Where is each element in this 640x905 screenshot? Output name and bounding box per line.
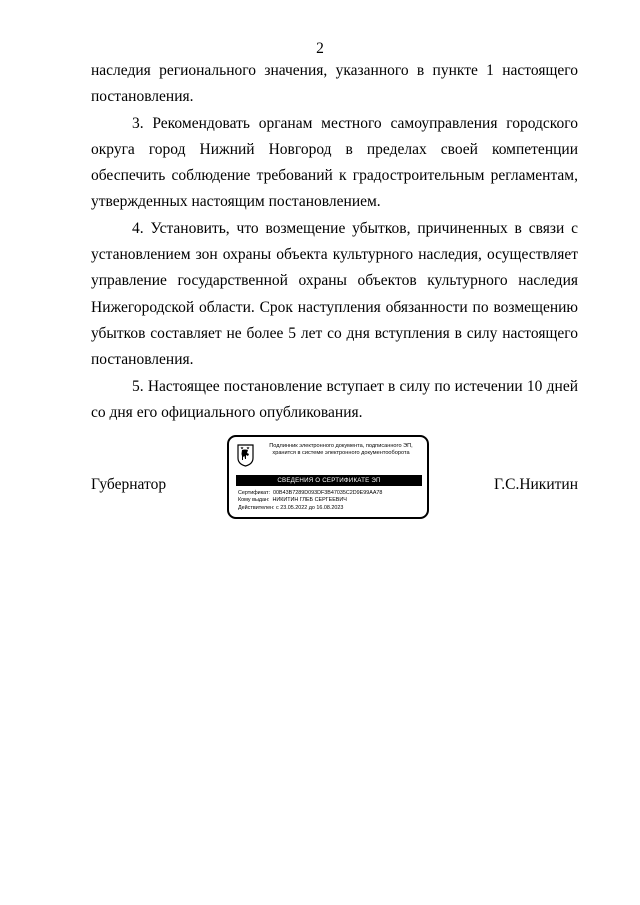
document-body (91, 58, 578, 426)
paragraph-item-4: 4. Установить, что возмещение убытков, причиненных в связи с установлением зон охраны объекта культурного наследия, осуществляет управление государственной охраны объектов культурного наследия Нижегородской области. Срок наступления обязанности по возмещению убытков составляет не более 5 лет со дня вступления в силу настоящего постановления. (91, 219, 578, 369)
cert-value: 00B43B7289D093DF3B47035C2D9E99AA78 (273, 490, 383, 496)
issued-label: Кому выдан: (238, 497, 270, 504)
stamp-title-bar: СВЕДЕНИЯ О СЕРТИФИКАТЕ ЭП (236, 475, 422, 486)
stamp-header (257, 443, 425, 457)
issued-value: НИКИТИН ГЛЕБ СЕРГЕЕВИЧ (272, 497, 347, 504)
signatory-position: Губернатор (91, 476, 167, 493)
stamp-header-line: хранится в системе электронного документооборота (272, 450, 410, 457)
paragraph-item-3: 3. Рекомендовать органам местного самоуправления городского округа город Нижний Новгород в пределах своей компетенции обеспечить соблюдение требований к градостроительным регламентам, утвержденных настоящим постановлением. (91, 114, 578, 211)
paragraph-continuation: наследия регионального значения, указанного в пункте 1 настоящего постановления. (91, 62, 578, 106)
page-number: 2 (316, 40, 324, 57)
electronic-signature-stamp (227, 435, 429, 519)
valid-label: Действителен: (238, 504, 275, 511)
stamp-header-line: Подлинник электронного документа, подписанного ЭП, (269, 443, 413, 449)
signatory-name: Г.С.Никитин (494, 476, 578, 493)
paragraph-item-5: 5. Настоящее постановление вступает в силу по истечении 10 дней со дня его официального опубликования. (91, 377, 578, 421)
stamp-cert-line (238, 490, 424, 497)
cert-label: Сертификат: (238, 490, 271, 496)
deer-emblem-icon (237, 444, 254, 467)
valid-value: с 23.05.2022 до 16.08.2023 (276, 504, 344, 511)
stamp-valid-line (238, 505, 424, 512)
stamp-details (238, 490, 424, 512)
stamp-issued-line (238, 497, 424, 504)
